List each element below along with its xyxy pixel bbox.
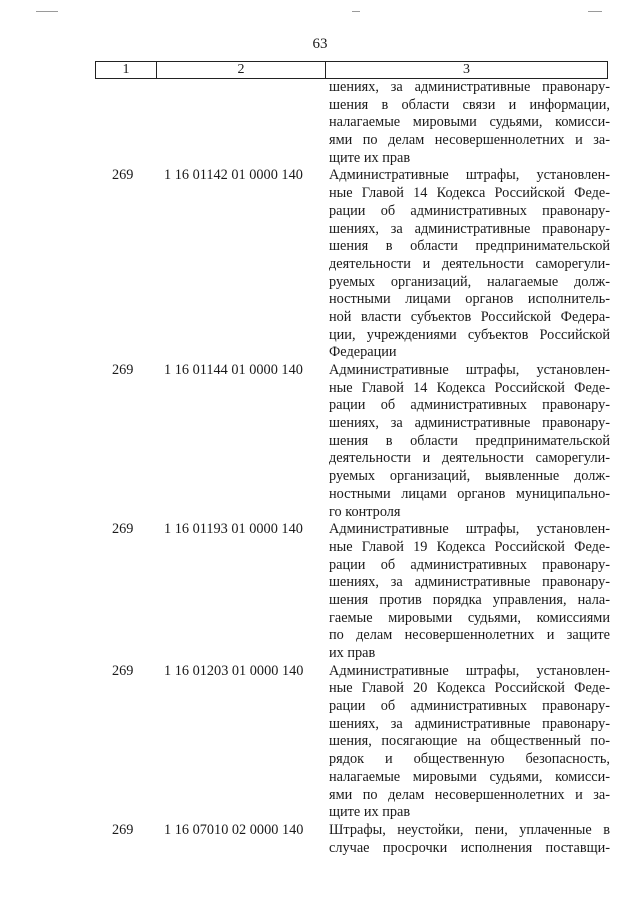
description-line: шения в области предпринимательской [329, 432, 610, 449]
continuation-description [329, 79, 610, 167]
row-description [329, 167, 610, 362]
description-line: ностными лицами органов исполнитель- [329, 291, 610, 308]
description-line: Административные штрафы, установлен- [329, 167, 610, 184]
description-line: руемых организаций, выявленные долж- [329, 468, 610, 485]
description-line: ями по делам несовершеннолетних и за- [329, 132, 610, 149]
description-line: ные Главой 14 Кодекса Российской Феде- [329, 379, 610, 396]
description-line: по делам несовершеннолетних и защите [329, 627, 610, 644]
continuation-row [0, 79, 640, 167]
row-kbk-code: 1 16 07010 02 0000 140 [164, 821, 304, 838]
description-line: ной власти субъектов Российской Федера- [329, 308, 610, 325]
description-line: Административные штрафы, установлен- [329, 662, 610, 679]
row-description [329, 663, 610, 822]
description-line: деятельности и деятельности саморегули- [329, 255, 610, 272]
description-line: шения в области связи и информации, [329, 96, 610, 113]
row-description [329, 521, 610, 663]
description-line: шениях, за административные правонару- [329, 574, 610, 591]
column-header-2: 2 [157, 62, 326, 78]
description-line: их прав [329, 645, 376, 661]
description-line: рации об административных правонару- [329, 202, 610, 219]
description-line: ностными лицами органов муниципально- [329, 485, 610, 502]
row-admin-code: 269 [112, 521, 134, 538]
row-admin-code: 269 [112, 662, 134, 679]
description-line: гаемые мировыми судьями, комиссиями [329, 609, 610, 626]
description-line: рации об административных правонару- [329, 556, 610, 573]
row-kbk-code: 1 16 01203 01 0000 140 [164, 662, 304, 679]
row-admin-code: 269 [112, 362, 134, 378]
row-description [329, 822, 610, 857]
row-kbk-code: 1 16 01142 01 0000 140 [164, 167, 303, 184]
description-line: шения, посягающие на общественный по- [329, 733, 610, 750]
description-line: ные Главой 19 Кодекса Российской Феде- [329, 538, 610, 555]
table-row [0, 822, 640, 857]
description-line: ями по делам несовершеннолетних и за- [329, 786, 610, 803]
table-body [0, 79, 640, 857]
description-line: деятельности и деятельности саморегули- [329, 450, 610, 467]
scan-artifact [36, 11, 58, 12]
row-description [329, 362, 610, 521]
description-line: щите их прав [329, 804, 411, 821]
description-line: го контроля [329, 503, 401, 520]
table-header-row [95, 61, 608, 79]
description-line: руемых организаций, налагаемые долж- [329, 273, 610, 290]
scan-artifact [352, 11, 360, 12]
description-line: ные Главой 20 Кодекса Российской Феде- [329, 680, 610, 697]
description-line: Штрафы, неустойки, пени, уплаченные в [329, 821, 610, 838]
description-line: шения против порядка управления, нала- [329, 591, 610, 608]
table-row [0, 663, 640, 822]
description-line: Административные штрафы, установлен- [329, 521, 610, 538]
page-number: 63 [312, 36, 328, 52]
table-row [0, 362, 640, 521]
description-line: шения в области предпринимательской [329, 238, 610, 255]
description-line: ные Главой 14 Кодекса Российской Феде- [329, 185, 610, 202]
description-line: случае просрочки исполнения поставщи- [329, 839, 610, 856]
description-line: рядок и общественную безопасность, [329, 751, 610, 768]
description-line: рации об административных правонару- [329, 698, 610, 715]
row-kbk-code: 1 16 01144 01 0000 140 [164, 362, 303, 378]
description-line: шениях, за административные правонару- [329, 79, 610, 95]
description-line: налагаемые мировыми судьями, комисси- [329, 768, 610, 785]
column-header-1: 1 [96, 62, 157, 78]
table-row [0, 521, 640, 663]
table-row [0, 167, 640, 362]
row-kbk-code: 1 16 01193 01 0000 140 [164, 521, 303, 538]
description-line: щите их прав [329, 149, 411, 166]
column-header-3: 3 [463, 62, 470, 77]
description-line: шениях, за административные правонару- [329, 715, 610, 732]
description-line: шениях, за административные правонару- [329, 220, 610, 237]
description-line: Федерации [329, 344, 397, 361]
description-line: шениях, за административные правонару- [329, 415, 610, 432]
description-line: рации об административных правонару- [329, 397, 610, 414]
description-line: ции, учреждениями субъектов Российской [329, 326, 610, 343]
description-line: Административные штрафы, установлен- [329, 362, 610, 378]
row-admin-code: 269 [112, 167, 134, 184]
scan-artifact [588, 11, 602, 12]
row-admin-code: 269 [112, 821, 134, 838]
description-line: налагаемые мировыми судьями, комисси- [329, 114, 610, 131]
